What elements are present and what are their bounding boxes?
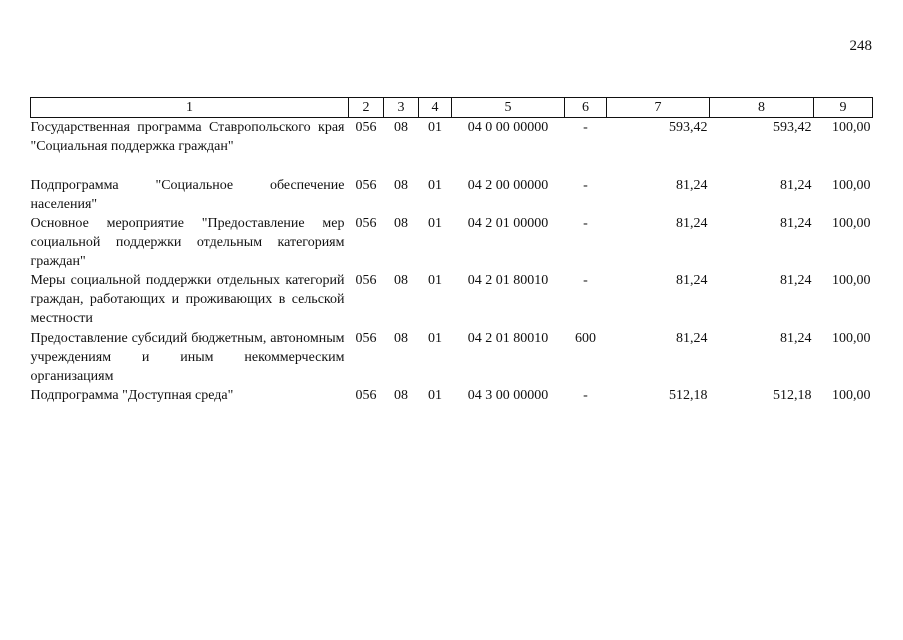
header-cell: 9 bbox=[814, 98, 873, 118]
row-value-7: 81,24 bbox=[676, 331, 708, 346]
row-code-6: - bbox=[583, 120, 588, 135]
header-cell: 2 bbox=[349, 98, 384, 118]
row-code-2: 056 bbox=[355, 273, 377, 288]
row-value-9: 100,00 bbox=[832, 388, 871, 403]
row-code-3: 08 bbox=[394, 178, 408, 193]
row-name: Подпрограмма "Доступная среда" bbox=[30, 388, 234, 403]
row-code-4: 01 bbox=[428, 388, 442, 403]
budget-table bbox=[30, 97, 873, 408]
table-row bbox=[31, 176, 873, 214]
row-code-6: - bbox=[583, 388, 588, 403]
row-name: Подпрограмма "Социальное обеспечение населения" bbox=[30, 178, 345, 212]
row-code-6: - bbox=[583, 273, 588, 288]
row-code-2: 056 bbox=[355, 120, 377, 135]
row-value-9: 100,00 bbox=[832, 273, 871, 288]
header-cell: 8 bbox=[710, 98, 814, 118]
header-cell: 6 bbox=[565, 98, 607, 118]
header-cell: 4 bbox=[419, 98, 452, 118]
row-value-9: 100,00 bbox=[832, 331, 871, 346]
row-value-7: 593,42 bbox=[669, 120, 708, 135]
table-row bbox=[31, 329, 873, 386]
row-code-3: 08 bbox=[394, 388, 408, 403]
row-value-8: 512,18 bbox=[773, 388, 812, 403]
header-cell: 5 bbox=[452, 98, 565, 118]
row-code-6: 600 bbox=[575, 331, 596, 346]
row-value-7: 81,24 bbox=[676, 273, 708, 288]
row-code-5: 04 2 00 00000 bbox=[467, 178, 549, 193]
row-code-5: 04 0 00 00000 bbox=[467, 120, 549, 135]
row-code-4: 01 bbox=[428, 331, 442, 346]
row-value-8: 81,24 bbox=[780, 178, 812, 193]
row-code-5: 04 2 01 80010 bbox=[467, 273, 549, 288]
header-cell: 1 bbox=[31, 98, 349, 118]
row-code-2: 056 bbox=[355, 178, 377, 193]
row-code-6: - bbox=[583, 216, 588, 231]
table-row bbox=[31, 214, 873, 271]
row-code-3: 08 bbox=[394, 120, 408, 135]
row-code-5: 04 2 01 00000 bbox=[467, 216, 549, 231]
row-value-8: 81,24 bbox=[780, 331, 812, 346]
row-code-3: 08 bbox=[394, 216, 408, 231]
table-row bbox=[31, 386, 873, 408]
table-header-row bbox=[31, 98, 873, 118]
row-code-2: 056 bbox=[355, 388, 377, 403]
row-code-5: 04 2 01 80010 bbox=[467, 331, 549, 346]
row-code-5: 04 3 00 00000 bbox=[467, 388, 549, 403]
table-row bbox=[31, 118, 873, 177]
row-value-7: 512,18 bbox=[669, 388, 708, 403]
row-code-2: 056 bbox=[355, 216, 377, 231]
row-name: Основное мероприятие "Предоставление мер социальной поддержки отдельным категориям граждан" bbox=[30, 216, 345, 269]
header-cell: 3 bbox=[384, 98, 419, 118]
row-code-6: - bbox=[583, 178, 588, 193]
row-code-3: 08 bbox=[394, 273, 408, 288]
row-value-9: 100,00 bbox=[832, 120, 871, 135]
row-value-9: 100,00 bbox=[832, 216, 871, 231]
row-name: Государственная программа Ставропольского края "Социальная поддержка граждан" bbox=[30, 120, 345, 154]
row-code-3: 08 bbox=[394, 331, 408, 346]
row-name: Предоставление субсидий бюджетным, автономным учреждениям и иным некоммерческим организациям bbox=[30, 331, 345, 384]
row-code-2: 056 bbox=[355, 331, 377, 346]
row-name: Меры социальной поддержки отдельных категорий граждан, работающих и проживающих в сельской местности bbox=[30, 273, 345, 326]
row-value-8: 593,42 bbox=[773, 120, 812, 135]
row-code-4: 01 bbox=[428, 273, 442, 288]
table-row bbox=[31, 271, 873, 329]
header-cell: 7 bbox=[607, 98, 710, 118]
row-value-7: 81,24 bbox=[676, 216, 708, 231]
row-code-4: 01 bbox=[428, 120, 442, 135]
row-value-7: 81,24 bbox=[676, 178, 708, 193]
row-value-9: 100,00 bbox=[832, 178, 871, 193]
row-value-8: 81,24 bbox=[780, 273, 812, 288]
row-value-8: 81,24 bbox=[780, 216, 812, 231]
row-code-4: 01 bbox=[428, 216, 442, 231]
row-code-4: 01 bbox=[428, 178, 442, 193]
page-number: 248 bbox=[849, 38, 872, 54]
